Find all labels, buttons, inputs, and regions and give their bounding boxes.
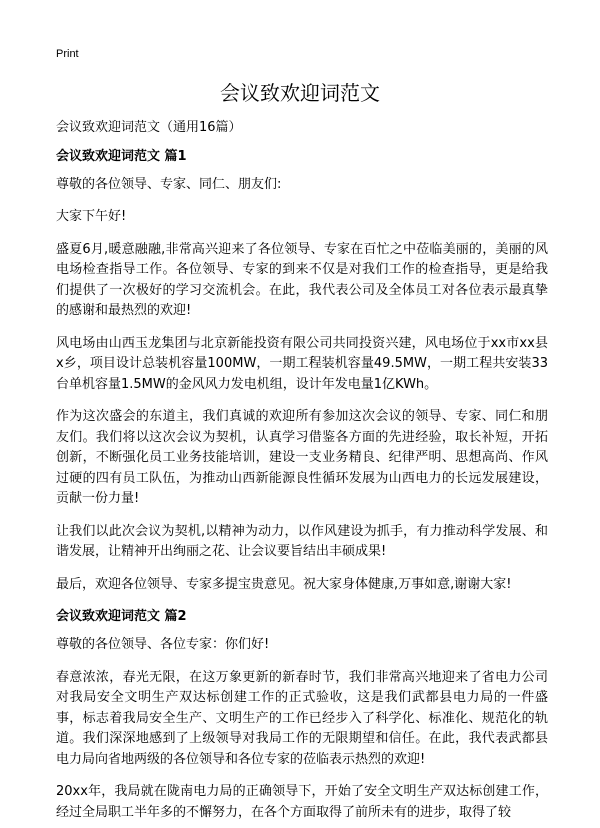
paragraph: 作为这次盛会的东道主，我们真诚的欢迎所有参加这次会议的领导、专家、同仁和朋友们。我们将以这次会议为契机，认真学习借鉴各方面的先进经验，取长补短，开拓创新，不断强化员工业务技能培训，建设一支业务精良、纪律严明、思想高尚、作风过硬的四有员工队伍，为推动山西新能源良性循环发展为山西电力的长远发展建设，贡献一份力量! xyxy=(56,409,548,506)
paragraph: 盛夏6月,暖意融融,非常高兴迎来了各位领导、专家在百忙之中莅临美丽的，美丽的风电场检查指导工作。各位领导、专家的到来不仅是对我们工作的检查指导，更是给我们提供了一次极好的学习交流机会。在此，我代表公司及全体员工对各位表示最真挚的感谢和最热烈的欢迎! xyxy=(56,241,548,318)
paragraph: 让我们以此次会议为契机,以精神为动力，以作风建设为抓手，有力推动科学发展、和谐发展，让精神开出绚丽之花、让会议要旨结出丰硕成果! xyxy=(56,523,548,559)
paragraph: 风电场由山西玉龙集团与北京新能投资有限公司共同投资兴建，风电场位于xx市xx县x乡，项目设计总装机容量100MW，一期工程装机容量49.5MW，一期工程共安装33台单机容量1.5MW的金风风力发电机组，设计年发电量1亿KWh。 xyxy=(56,335,548,392)
print-label: Print xyxy=(56,48,79,60)
document-body xyxy=(56,118,548,828)
paragraph: 春意浓浓，春光无限，在这万象更新的新春时节，我们非常高兴地迎来了省电力公司对我局安全文明生产双达标创建工作的正式验收，这是我们武都县电力局的一件盛事，标志着我局安全生产、文明生产的工作已经步入了科学化、标准化、规范化的轨道。我们深深地感到了上级领导对我局工作的无限期望和信任。在此，我代表武都县电力局向省地两级的各位领导和各位专家的莅临表示热烈的欢迎! xyxy=(56,669,548,767)
page-title: 会议致欢迎词范文 xyxy=(220,81,380,105)
section-heading-2: 会议致欢迎词范文 篇2 xyxy=(56,609,187,624)
paragraph: 20xx年，我局就在陇南电力局的正确领导下，开始了安全文明生产双达标创建工作，经过全局职工半年多的不懈努力，在各个方面取得了前所未有的进步，取得了较 xyxy=(56,784,548,820)
paragraph: 尊敬的各位领导、专家、同仁、朋友们: xyxy=(56,176,282,192)
paragraph: 尊敬的各位领导、各位专家：你们好! xyxy=(56,637,270,652)
paragraph: 最后，欢迎各位领导、专家多提宝贵意见。祝大家身体健康,万事如意,谢谢大家! xyxy=(56,576,512,592)
section-heading-1: 会议致欢迎词范文 篇1 xyxy=(56,148,187,164)
paragraph: 大家下午好! xyxy=(56,209,127,224)
document-subtitle: 会议致欢迎词范文（通用16篇） xyxy=(56,120,242,135)
